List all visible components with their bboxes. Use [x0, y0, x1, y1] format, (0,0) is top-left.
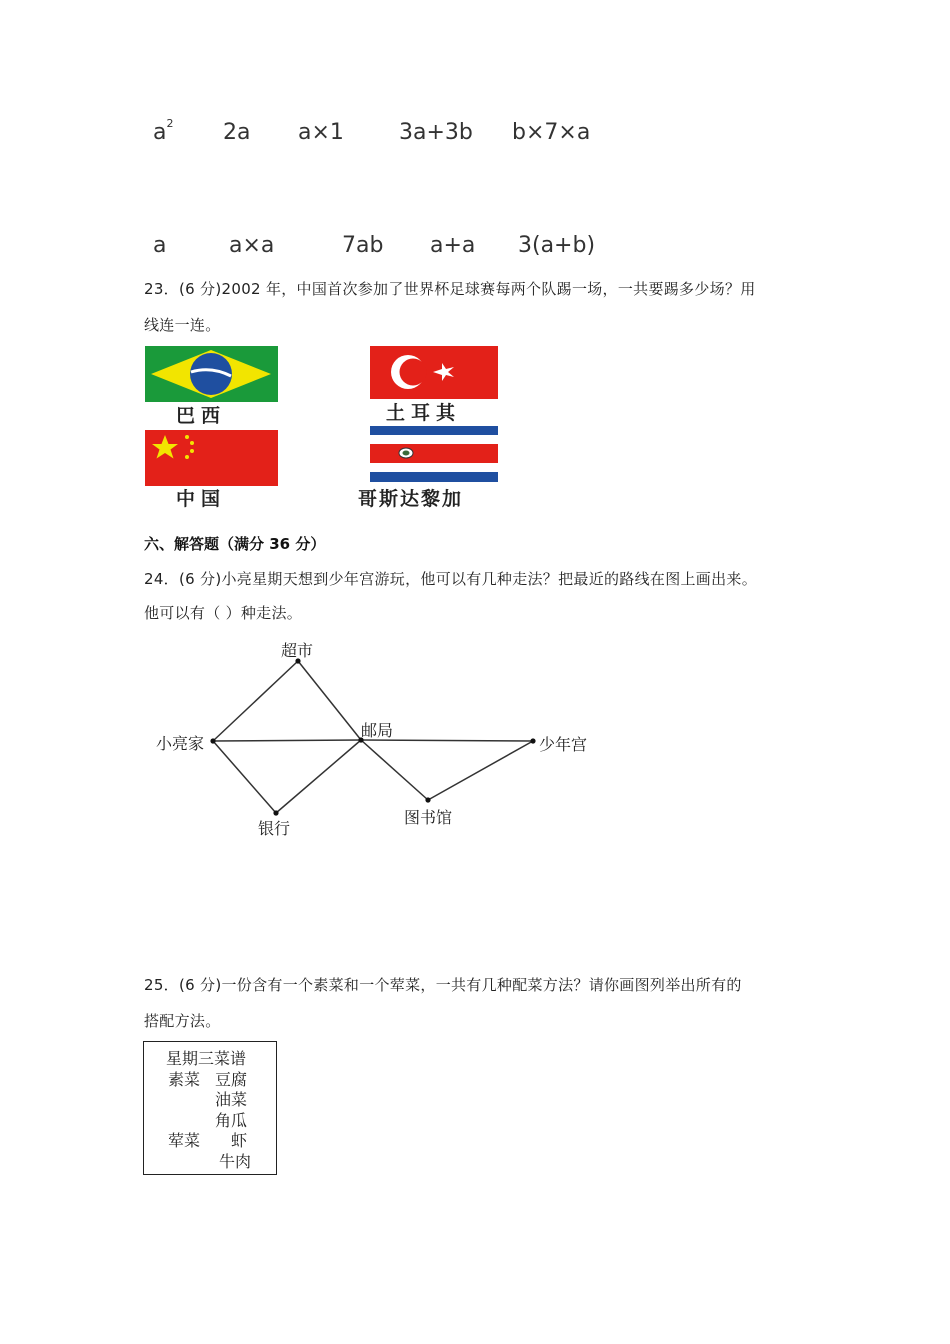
expression-a-times-a: a×a — [229, 233, 275, 258]
node-youth-palace — [530, 738, 535, 743]
expression-2a: 2a — [223, 120, 251, 145]
section-6-title: 六、解答题（满分 36 分） — [144, 535, 326, 553]
menu-box — [143, 1041, 277, 1175]
menu-title: 星期三菜谱 — [166, 1049, 247, 1068]
expression-a: a — [153, 233, 167, 258]
expression-3-a-plus-b: 3(a+b) — [518, 233, 596, 258]
q24-line1: 24．(6 分)小亮星期天想到少年宫游玩，他可以有几种走法？把最近的路线在图上画出来。 — [144, 570, 758, 588]
q25-line2: 搭配方法。 — [144, 1012, 221, 1030]
expression-base: a — [153, 120, 167, 145]
expression-a-plus-a: a+a — [430, 233, 476, 258]
node-library — [425, 797, 430, 802]
path-home-supermarket — [213, 661, 298, 741]
china-label: 中国 — [176, 488, 227, 510]
menu-veg-item: 油菜 — [215, 1090, 248, 1109]
path-bank-post — [276, 740, 361, 813]
expression-3a-plus-3b: 3a+3b — [399, 120, 473, 145]
menu-meat-label: 荤菜 — [168, 1131, 201, 1150]
turkey-label: 土耳其 — [386, 402, 462, 424]
path-home-post — [213, 740, 361, 741]
expression-7ab: 7ab — [342, 233, 384, 258]
path-home-bank — [213, 741, 276, 813]
q23-line1: 23．(6 分)2002 年，中国首次参加了世界杯足球赛每两个队踢一场，一共要踢多少场？用 — [144, 280, 756, 298]
menu-veg-item: 豆腐 — [215, 1070, 248, 1089]
expression-exponent: 2 — [166, 116, 174, 130]
q24-line2: 他可以有（ ）种走法。 — [144, 604, 303, 622]
map-label-supermarket: 超市 — [281, 641, 314, 660]
map-label-post-office: 邮局 — [361, 721, 394, 740]
path-supermarket-post — [298, 661, 361, 740]
expression-b-times-7-times-a: b×7×a — [512, 120, 591, 145]
node-home — [210, 738, 215, 743]
menu-veg-label: 素菜 — [168, 1070, 201, 1089]
brazil-label: 巴西 — [176, 405, 227, 427]
map-label-library: 图书馆 — [404, 808, 453, 827]
map-label-youth-palace: 少年宫 — [539, 735, 588, 754]
q25-line1: 25．(6 分)一份含有一个素菜和一个荤菜，一共有几种配菜方法？请你画图列举出所有的 — [144, 976, 742, 994]
costa-rica-label: 哥斯达黎加 — [358, 488, 464, 510]
menu-meat-item: 虾 — [231, 1131, 248, 1150]
node-bank — [273, 810, 278, 815]
map-label-home: 小亮家 — [156, 734, 205, 753]
map-label-bank: 银行 — [258, 819, 291, 838]
menu-meat-item: 牛肉 — [219, 1152, 252, 1171]
q23-line2: 线连一连。 — [144, 316, 221, 334]
path-post-library — [361, 740, 428, 800]
expression-a-times-1: a×1 — [298, 120, 344, 145]
path-library-youth-palace — [428, 741, 533, 800]
menu-veg-item: 角瓜 — [215, 1111, 248, 1130]
